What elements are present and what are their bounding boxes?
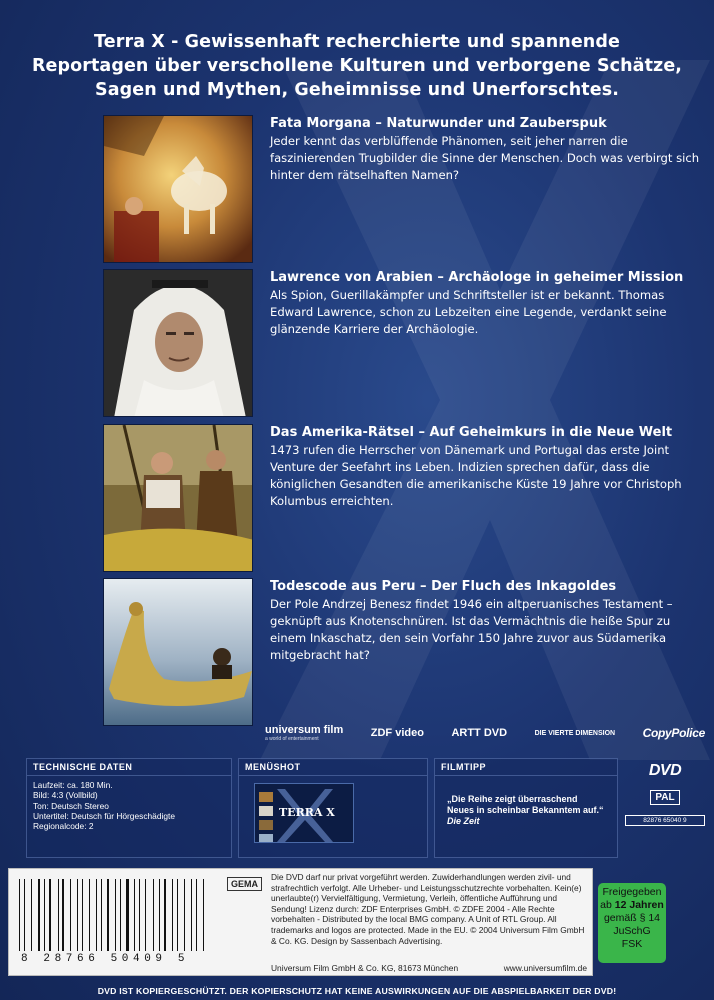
episode-text-fata-morgana — [270, 115, 700, 184]
barcode-bar — [19, 879, 20, 951]
tech-runtime: Laufzeit: ca. 180 Min. — [33, 780, 113, 790]
barcode-bar — [70, 879, 71, 951]
technical-data-list — [27, 776, 231, 835]
website-link[interactable]: www.universumfilm.de — [503, 963, 587, 973]
barcode-bar — [111, 879, 112, 951]
episode-title: Fata Morgana – Naturwunder und Zauberspuk — [270, 116, 607, 131]
menushot-logo: TERRA X — [279, 806, 335, 819]
barcode-bar — [172, 879, 173, 951]
episode-description: Der Pole Andrzej Benesz findet 1946 ein altperuanisches Testament – geknüpft aus Knotenschnüren. Ist das Vermächtnis die heiße Spur zu einem Inkaschatz, den sein Vorfahr 150 Jahre zuvor aus Südamerika mitgebracht hat? — [270, 597, 673, 662]
barcode-bar — [98, 879, 99, 951]
artt-dvd-logo: ARTT DVD — [451, 727, 508, 739]
barcode-bar — [96, 879, 97, 951]
barcode-bar — [82, 879, 83, 951]
universum-film-logo: universum film a world of entertainment — [265, 724, 344, 742]
episode-description: Jeder kennt das verblüffende Phänomen, seit jeher narren die faszinierenden Trugbilder die Sinne der Menschen. Doch was verbirgt sich hinter dem rätselhaften Namen? — [270, 134, 700, 182]
episode-image-fata-morgana — [103, 115, 253, 263]
barcode-bar — [53, 879, 54, 951]
barcode-bar — [92, 879, 93, 951]
quote-text: „Die Reihe zeigt überraschend Neues in scheinbar Bekanntem auf.“ — [447, 794, 604, 815]
copy-protection-notice: DVD IST KOPIERGESCHÜTZT. DER KOPIERSCHUTZ HAT KEINE AUSWIRKUNGEN AUF DIE ABSPIELBARKEIT DER DVD! — [97, 986, 617, 996]
filmtipp-title: FILMTIPP — [435, 759, 617, 776]
barcode-bar — [38, 879, 39, 951]
barcode-bar — [168, 879, 169, 951]
barcode-bar — [124, 879, 125, 951]
company-address: Universum Film GmbH & Co. KG, 81673 München — [271, 963, 459, 973]
barcode-bar — [105, 879, 106, 951]
menushot-image — [254, 783, 354, 843]
page-headline — [20, 30, 694, 102]
barcode-bar — [73, 879, 74, 951]
barcode-bar — [101, 879, 102, 951]
barcode-bar — [191, 879, 192, 951]
partner-logos — [265, 718, 705, 748]
barcode-bar — [200, 879, 201, 951]
barcode-bar — [86, 879, 88, 951]
barcode-bar — [31, 879, 32, 951]
barcode-bar — [139, 879, 140, 951]
barcode-bar — [153, 879, 154, 951]
filmtipp-quote — [435, 776, 617, 827]
technical-data-title: TECHNISCHE DATEN — [27, 759, 231, 776]
episode-image-lawrence — [103, 269, 253, 417]
episode-title: Lawrence von Arabien – Archäologe in geheimer Mission — [270, 270, 684, 285]
dvd-logo: DVD — [648, 762, 682, 779]
barcode-bar — [134, 879, 135, 951]
barcode-bar — [34, 879, 35, 951]
barcode-bar — [196, 879, 197, 951]
barcode-bar — [67, 879, 69, 951]
technical-data-panel — [26, 758, 232, 858]
barcode-bar — [181, 879, 183, 951]
headline-line-3: Sagen und Mythen, Geheimnisse und Unerforschtes. — [95, 80, 619, 100]
dvd-format-box — [625, 762, 705, 856]
episode-text-amerika-raetsel — [270, 424, 700, 510]
headline-line-2: Reportagen über verschollene Kulturen und verborgene Schätze, — [31, 56, 683, 76]
legal-footer — [271, 963, 587, 973]
barcode-bar — [143, 879, 144, 951]
episode-description: Als Spion, Guerillakämpfer und Schriftsteller ist er bekannt. Thomas Edward Lawrence, schon zu Lebzeiten eine Legende, verdankt seine glänzende Karriere der Archäologie. — [270, 288, 667, 336]
barcode-bar — [44, 879, 45, 951]
barcode-bar — [205, 879, 206, 951]
fsk-line-4: JuSchG — [613, 925, 651, 937]
barcode-bar — [79, 879, 80, 951]
zdf-video-logo: ZDF video — [370, 727, 424, 739]
barcode-bar — [24, 879, 25, 951]
barcode-bar — [120, 879, 121, 951]
barcode-number: 8 28766 50409 5 — [21, 953, 190, 965]
barcode — [19, 879, 209, 951]
fsk-rating-badge — [598, 883, 666, 963]
barcode-bar — [193, 879, 194, 951]
episode-title: Das Amerika-Rätsel – Auf Geheimkurs in die Neue Welt — [270, 425, 673, 440]
episode-image-todescode-peru — [103, 578, 253, 726]
copypolice-logo: CopyPolice — [642, 726, 705, 740]
filmtipp-panel — [434, 758, 618, 858]
tech-region: Regionalcode: 2 — [33, 821, 94, 832]
gema-badge: GEMA — [227, 877, 262, 891]
barcode-bar — [126, 879, 128, 951]
episode-text-todescode-peru — [270, 578, 700, 664]
barcode-bar — [58, 879, 59, 951]
fsk-line-5: FSK — [621, 938, 643, 950]
barcode-bar — [115, 879, 116, 951]
episode-title: Todescode aus Peru – Der Fluch des Inkagoldes — [270, 579, 617, 594]
barcode-bar — [164, 879, 165, 951]
episode-image-amerika-raetsel — [103, 424, 253, 572]
barcode-bar — [163, 879, 164, 951]
barcode-bar — [62, 879, 63, 951]
barcode-bar — [117, 879, 118, 951]
fsk-line-2: ab 12 Jahren — [600, 899, 664, 911]
barcode-bar — [148, 879, 149, 951]
barcode-bar — [177, 879, 178, 951]
episode-description: 1473 rufen die Herrscher von Dänemark und Portugal das erste Joint Venture der Seefahrt ins Leben. Indizien sprechen dafür, dass die königlichen Gesandten die amerikanische Küste 19 Jahre vor Christoph Kolumbus erreichten. — [270, 443, 682, 508]
fsk-line-1: Freigegeben — [602, 886, 662, 898]
barcode-bar — [60, 879, 61, 951]
barcode-bar — [203, 879, 204, 951]
menushot-title: MENÜSHOT — [239, 759, 427, 776]
die-vierte-dimension-logo: DIE VIERTE DIMENSION — [534, 729, 616, 737]
barcode-bar — [131, 879, 132, 951]
legal-text: Die DVD darf nur privat vorgeführt werden. Zuwiderhandlungen werden zivil- und strafrechtlich verfolgt. Alle Urheber- und Leistungsschutzrechte vorbehalten. Kein(e) unerlaubte(r) Vervielfältigung, Vermietung, Verleih, öffentliche Aufführung und Sendung! Lizenz durch: ZDF Enterprises GmbH. © ZDFE 2004 - Alle Rechte vorbehalten - Distributed by the local BMG company. A Unit of RTL Group. All trademarks and logos are protected. Made in the EU. © 2004 Universum Film GmbH & Co. KG. Design by Sassenbach Advertising. — [271, 872, 585, 946]
pal-badge: PAL — [650, 790, 680, 805]
barcode-bar — [174, 879, 175, 951]
barcode-bar — [49, 879, 51, 951]
barcode-bar — [159, 879, 160, 951]
barcode-bar — [41, 879, 42, 951]
barcode-bar — [21, 879, 22, 951]
quote-source: Die Zeit — [447, 816, 480, 826]
tech-sound: Ton: Deutsch Stereo — [33, 800, 109, 811]
headline-line-1: Terra X - Gewissenhaft recherchierte und spannende — [94, 32, 620, 52]
barcode-bar — [47, 879, 48, 951]
barcode-bar — [136, 879, 137, 951]
legal-box — [8, 868, 593, 976]
barcode-bar — [184, 879, 185, 951]
barcode-bar — [28, 879, 30, 951]
menushot-panel — [238, 758, 428, 858]
tech-picture: Bild: 4:3 (Vollbild) — [33, 790, 98, 801]
barcode-bar — [187, 879, 188, 951]
barcode-bar — [107, 879, 109, 951]
tech-subtitles: Untertitel: Deutsch für Hörgeschädigte — [33, 810, 175, 821]
barcode-bar — [77, 879, 78, 951]
product-code: 82876 65040 9 — [625, 815, 705, 826]
fsk-line-3: gemäß § 14 — [603, 912, 661, 924]
barcode-bar — [155, 879, 157, 951]
barcode-bar — [89, 879, 90, 951]
episode-text-lawrence — [270, 269, 700, 338]
barcode-bar — [145, 879, 146, 951]
